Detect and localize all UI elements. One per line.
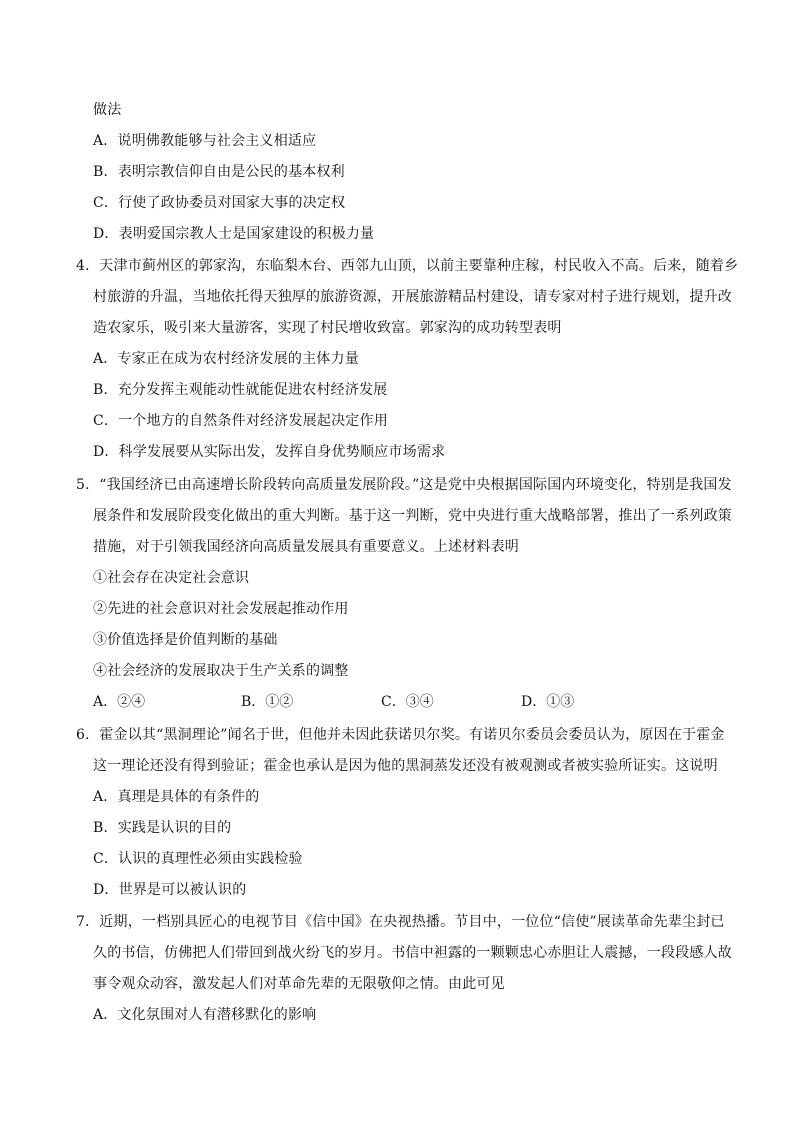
q5-stem-line: 措施，对于引领我国经济向高质量发展具有重要意义。上述材料表明 xyxy=(93,539,519,555)
q7-option-a: A．文化氛围对人有潜移默化的影响 xyxy=(93,1007,317,1023)
q5-stem-line: 5．“我国经济已由高速增长阶段转向高质量发展阶段。”这是党中央根据国际国内环境变化，特别是我国发 xyxy=(76,477,732,493)
q4-option-a: A．专家正在成为农村经济发展的主体力量 xyxy=(93,351,359,367)
q5-statement-2: ②先进的社会意识对社会发展起推动作用 xyxy=(93,601,349,617)
q4-option-b: B．充分发挥主观能动性就能促进农村经济发展 xyxy=(93,382,388,398)
q6-stem-line: 6．霍金以其“黑洞理论”闻名于世，但他并未因此获诺贝尔奖。有诺贝尔委员会委员认为，原因在于霍金 xyxy=(76,727,725,743)
q5-statement-3: ③价值选择是价值判断的基础 xyxy=(93,632,278,648)
q4-stem-line: 4．天津市蓟州区的郭家沟，东临梨木台、西邻九山顶，以前主要靠种庄稼，村民收入不高。后来，随着乡 xyxy=(76,258,739,274)
q3-option-b: B．表明宗教信仰自由是公民的基本权利 xyxy=(93,164,345,180)
q4-stem-line: 造农家乐，吸引来大量游客，实现了村民增收致富。郭家沟的成功转型表明 xyxy=(93,320,562,336)
q3-option-a: A．说明佛教能够与社会主义相适应 xyxy=(93,133,317,149)
q5-stem-line: 展条件和发展阶段变化做出的重大判断。基于这一判断，党中央进行重大战略部署，推出了一系列政策 xyxy=(93,508,732,524)
q3-option-d: D．表明爱国宗教人士是国家建设的积极力量 xyxy=(93,226,375,242)
q6-option-a: A．真理是具体的有条件的 xyxy=(93,789,260,805)
q6-option-b: B．实践是认识的目的 xyxy=(93,820,232,836)
q5-option-c: C．③④ xyxy=(381,694,434,710)
q6-stem-line: 这一理论还没有得到验证；霍金也承认是因为他的黑洞蒸发还没有被观测或者被实验所证实。这说明 xyxy=(93,758,718,774)
q7-stem-line: 事令观众动容，激发起人们对革命先辈的无限敬仰之情。由此可见 xyxy=(93,976,505,992)
q5-option-b: B．①② xyxy=(241,694,294,710)
q5-statement-4: ④社会经济的发展取决于生产关系的调整 xyxy=(93,663,349,679)
q6-option-d: D．世界是可以被认识的 xyxy=(93,882,247,898)
q6-option-c: C．认识的真理性必须由实践检验 xyxy=(93,851,303,867)
q7-stem-line: 7．近期，一档别具匠心的电视节目《信中国》在央视热播。节目中，一位位“信使”展读革命先辈尘封已 xyxy=(76,914,725,930)
q5-option-a: A．②④ xyxy=(93,694,146,710)
q4-option-d: D．科学发展要从实际出发，发挥自身优势顺应市场需求 xyxy=(93,444,446,460)
q5-option-d: D．①③ xyxy=(521,694,575,710)
q3-option-c: C．行使了政协委员对国家大事的决定权 xyxy=(93,195,346,211)
q4-option-c: C．一个地方的自然条件对经济发展起决定作用 xyxy=(93,413,388,429)
q3-stem-tail: 做法 xyxy=(93,102,122,118)
q4-stem-line: 村旅游的升温，当地依托得天独厚的旅游资源，开展旅游精品村建设，请专家对村子进行规划，提升改 xyxy=(93,289,732,305)
q7-stem-line: 久的书信，仿佛把人们带回到战火纷飞的岁月。书信中袒露的一颗颗忠心赤胆让人震撼，一段段感人故 xyxy=(93,945,732,961)
q5-statement-1: ①社会存在决定社会意识 xyxy=(93,570,250,586)
